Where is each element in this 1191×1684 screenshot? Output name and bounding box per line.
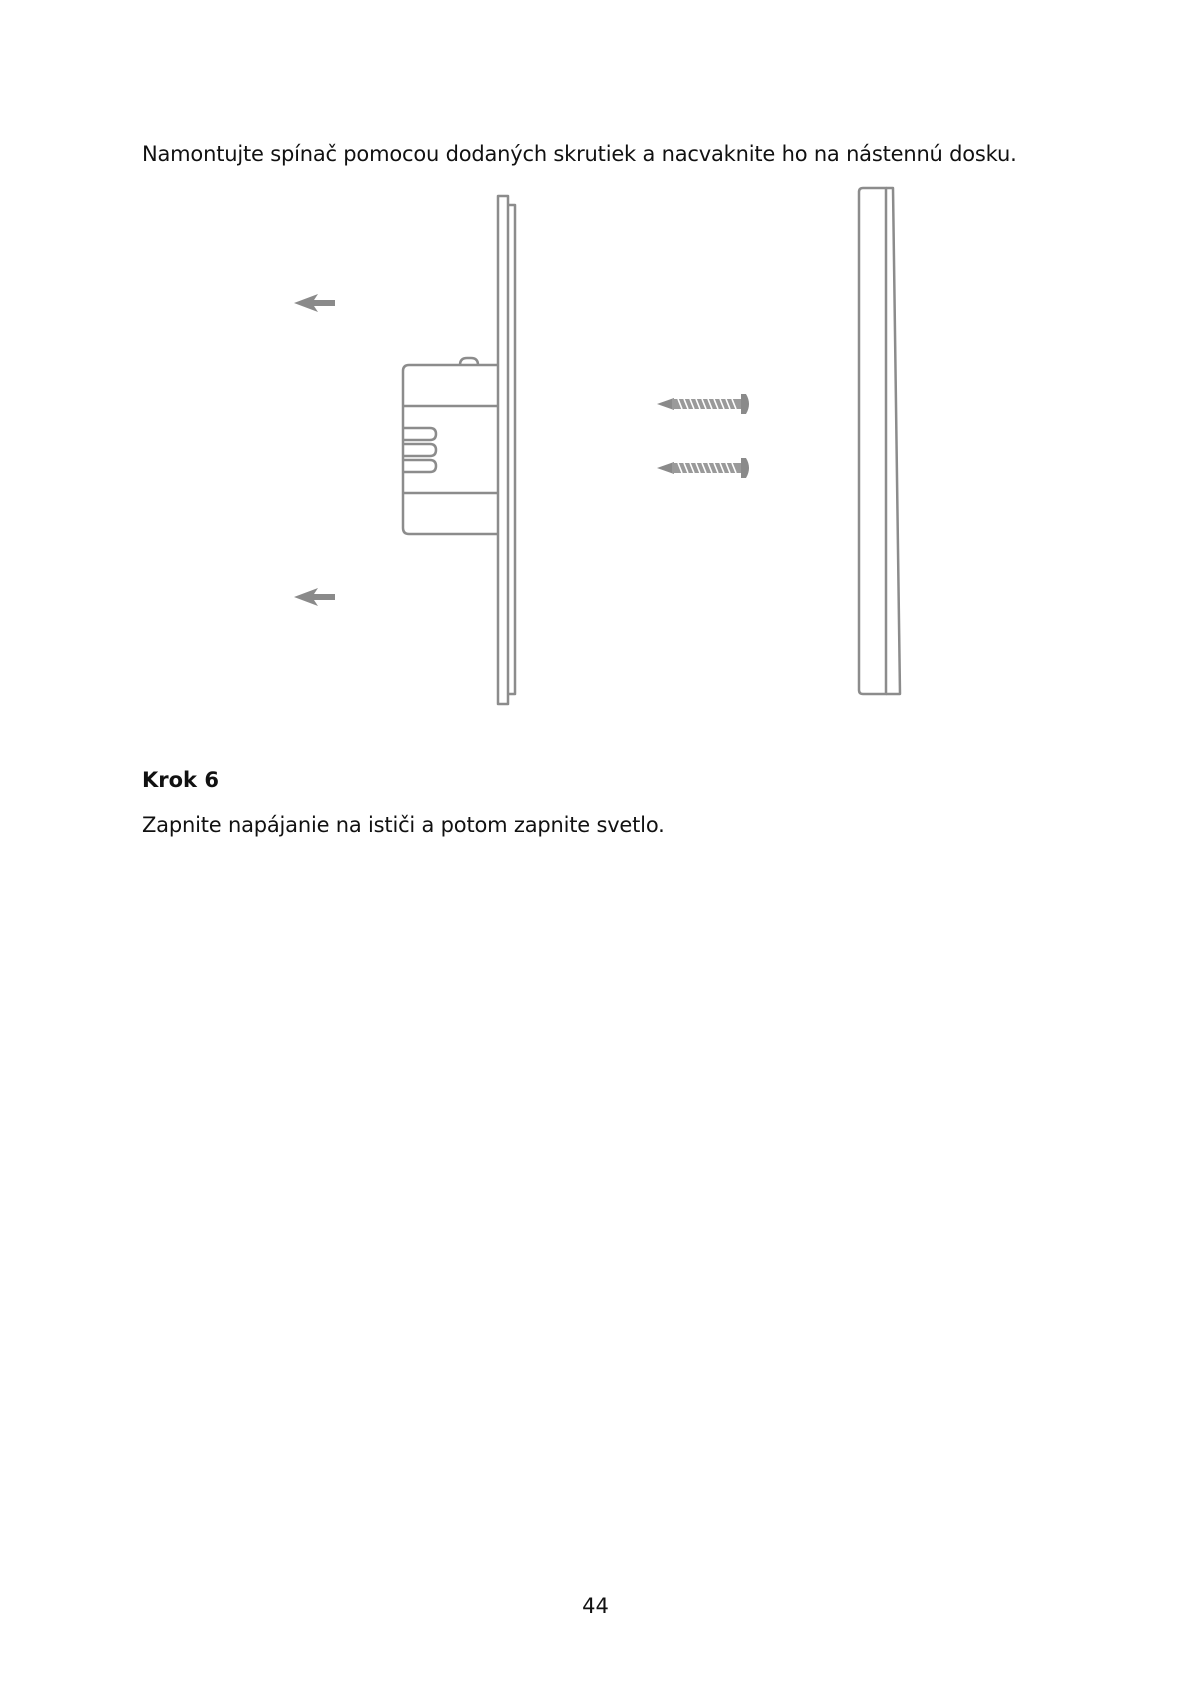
step-heading: Krok 6: [142, 768, 219, 792]
wall-plate-side-view: [859, 188, 900, 694]
step-instruction: Zapnite napájanie na ističi a potom zapnite svetlo.: [142, 813, 665, 837]
screw-icon: [657, 394, 749, 414]
intro-instruction: Namontujte spínač pomocou dodaných skrutiek a nacvaknite ho na nástennú dosku.: [142, 142, 1017, 166]
left-arrow-icon: [294, 588, 335, 606]
screw-icon: [657, 458, 749, 478]
installation-diagram: [280, 180, 920, 720]
left-arrow-icon: [294, 294, 335, 312]
switch-side-view: [403, 196, 515, 704]
page-number: 44: [582, 1594, 609, 1618]
